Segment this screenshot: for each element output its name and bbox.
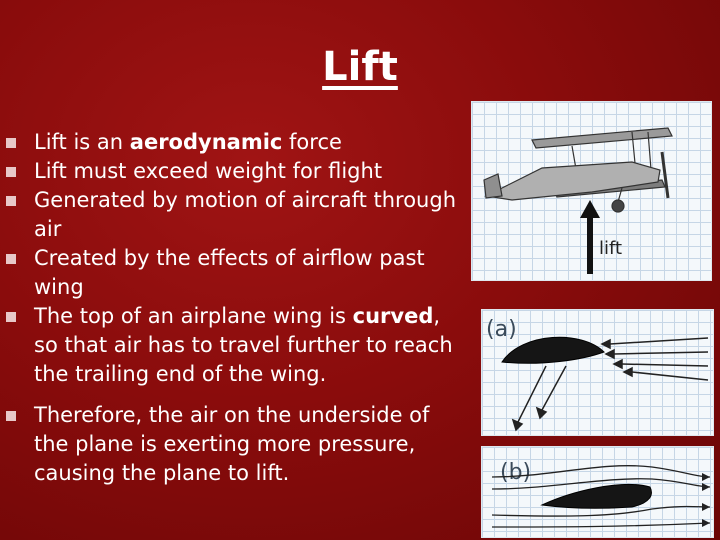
biplane-diagram: [471, 101, 712, 281]
slide-title: Lift: [322, 44, 398, 90]
airfoil-a-diagram: [481, 309, 714, 436]
bullet-item: Lift must exceed weight for flight: [6, 157, 468, 186]
bullet-marker: [6, 138, 16, 148]
bullet-list: [6, 128, 468, 488]
bullet-marker: [6, 254, 16, 264]
bullet-marker: [6, 411, 16, 421]
airfoil-a-label: (a): [486, 317, 517, 342]
bullet-item: Created by the effects of airflow past wing: [6, 244, 468, 302]
bullet-item: Therefore, the air on the underside of the plane is exerting more pressure, causing the plane to lift.: [6, 401, 468, 488]
biplane-drawing: [472, 102, 711, 280]
bullet-marker: [6, 312, 16, 322]
bullet-marker: [6, 196, 16, 206]
bullet-item: Lift is an aerodynamic force: [6, 128, 468, 157]
airfoil-b-label: (b): [500, 460, 532, 485]
lift-label: lift: [599, 238, 623, 259]
airfoil-a-drawing: [482, 310, 713, 435]
bullet-marker: [6, 167, 16, 177]
airfoil-b-drawing: [482, 447, 713, 537]
airfoil-b-diagram: [481, 446, 714, 538]
bullet-item: The top of an airplane wing is curved, so that air has to travel further to reach the trailing end of the wing.: [6, 302, 468, 389]
bullet-item: Generated by motion of aircraft through air: [6, 186, 468, 244]
